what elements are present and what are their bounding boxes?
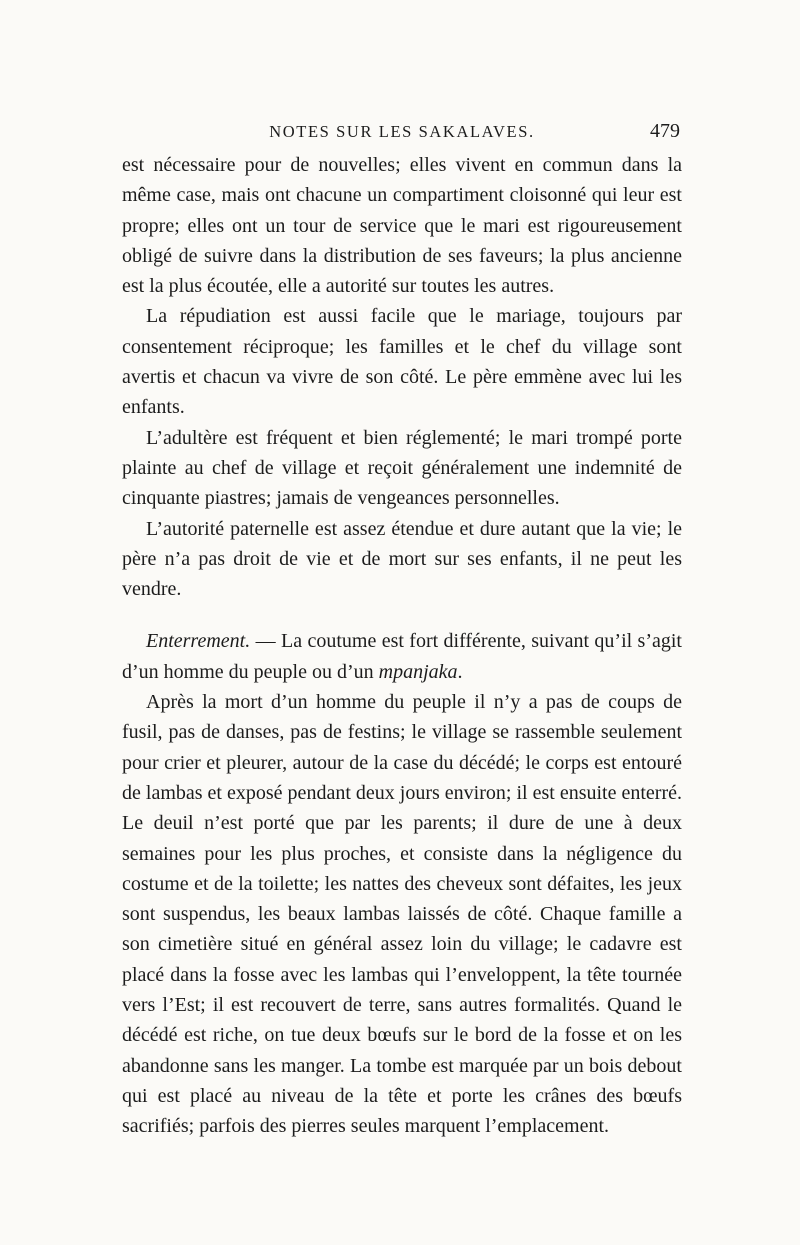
paragraph-commoner-burial: Après la mort d’un homme du peuple il n’y a pas de coups de fusil, pas de danses, pas de festins; le village se rassemble seulement pour crier et pleurer, autour de la case du décédé; le corps est entouré de lambas et exposé pendant deux jours environ; il est ensuite enterré. Le deuil n’est porté que par les parents; il dure de une à deux semaines pour les plus proches, et consiste dans la négligence du costume et de la toilette; les nattes des cheveux sont défaites, les jeux sont suspendus, les beaux lambas laissés de côté. Chaque famille a son cimetière situé en général assez loin du village; le cadavre est placé dans la fosse avec les lambas qui l’enveloppent, la tête tournée vers l’Est; il est recouvert de terre, sans autres formalités. Quand le décédé est riche, on tue deux bœufs sur le bord de la fosse et on les abandonne sans les manger. La tombe est marquée par un bois debout qui est placé au niveau de la tête et porte les crânes des bœufs sacrifiés; parfois des pierres seules marquent l’emplacement. xyxy=(122,691,682,1138)
burial-intro-end: . xyxy=(457,660,463,683)
running-title: NOTES SUR LES SAKALAVES. xyxy=(269,122,535,141)
section-heading-enterrement: Enterrement. xyxy=(146,630,251,653)
burial-intro-text: — La coutume est fort différente, suivant qu’il s’agit d’un homme du peuple ou d’un xyxy=(122,630,682,683)
page-header xyxy=(122,118,682,148)
paragraph-burial-intro xyxy=(122,626,682,687)
paragraph-adultery: L’adultère est fréquent et bien réglementé; le mari trompé porte plainte au chef de village et reçoit généralement une indemnité de cinquante piastres; jamais de vengeances personnelles. xyxy=(122,426,682,510)
paragraph-continuation: est nécessaire pour de nouvelles; elles vivent en commun dans la même case, mais ont chacune un compartiment cloisonné qui leur est propre; elles ont un tour de service que le mari est rigoureusement obligé de suivre dans la distribution de ses faveurs; la plus ancienne est la plus écoutée, elle a autorité sur toutes les autres. xyxy=(122,154,682,298)
paragraph-paternal-authority: L’autorité paternelle est assez étendue et dure autant que la vie; le père n’a pas droit de vie et de mort sur ses enfants, il ne peut les vendre. xyxy=(122,517,682,601)
body-text xyxy=(122,150,682,1142)
page-number: 479 xyxy=(650,120,680,142)
term-mpanjaka: mpanjaka xyxy=(378,660,458,683)
paragraph-repudiation: La répudiation est aussi facile que le mariage, toujours par consentement réciproque; les familles et le chef du village sont avertis et chacun va vivre de son côté. Le père emmène avec lui les enfants. xyxy=(122,305,682,419)
section-spacer xyxy=(122,604,682,626)
